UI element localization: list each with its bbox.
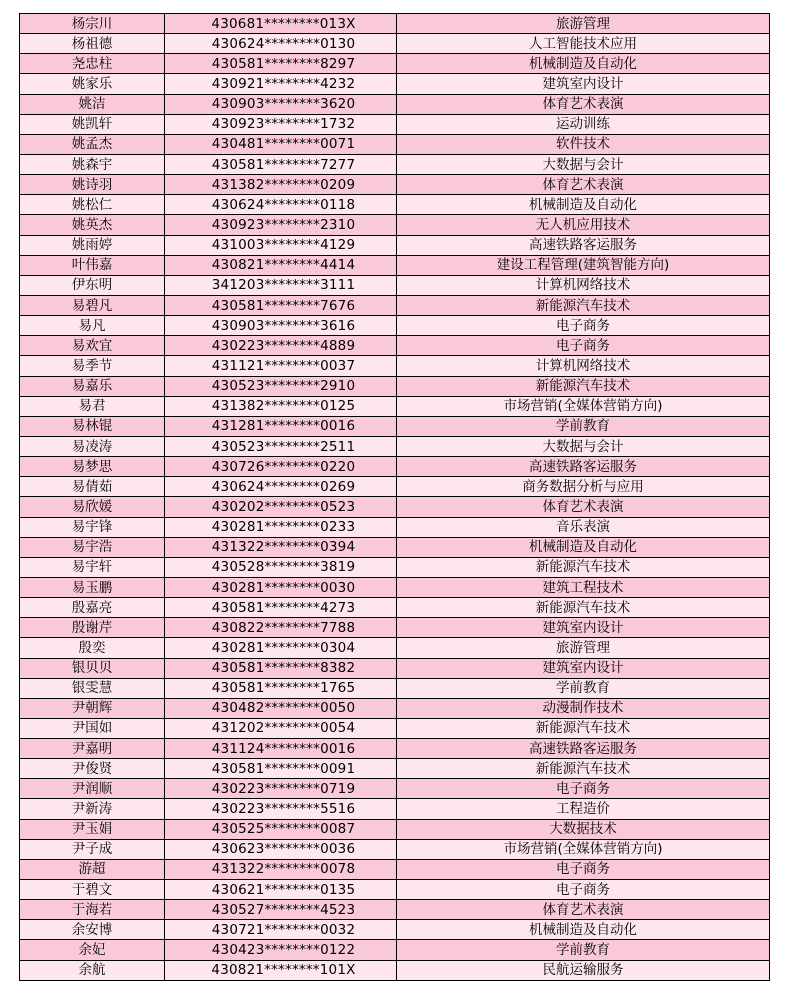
id-number-cell: 430581********4273: [165, 598, 397, 618]
student-name-cell: 易碧凡: [20, 295, 165, 315]
student-name-cell: 易宇浩: [20, 537, 165, 557]
table-row: [20, 497, 770, 517]
student-name-cell: 姚诗羽: [20, 175, 165, 195]
id-number-cell: 430923********1732: [165, 114, 397, 134]
table-row: [20, 900, 770, 920]
student-name-cell: 尹国如: [20, 718, 165, 738]
major-cell: 电子商务: [397, 336, 770, 356]
id-number-cell: 430726********0220: [165, 457, 397, 477]
table-row: [20, 477, 770, 497]
id-number-cell: 430223********5516: [165, 799, 397, 819]
id-number-cell: 430621********0135: [165, 880, 397, 900]
major-cell: 体育艺术表演: [397, 175, 770, 195]
major-cell: 动漫制作技术: [397, 698, 770, 718]
major-cell: 工程造价: [397, 799, 770, 819]
student-name-cell: 银雯慧: [20, 678, 165, 698]
student-name-cell: 姚凯轩: [20, 114, 165, 134]
table-row: [20, 839, 770, 859]
student-name-cell: 殷嘉亮: [20, 598, 165, 618]
id-number-cell: 430581********1765: [165, 678, 397, 698]
student-name-cell: 易宇轩: [20, 557, 165, 577]
table-row: [20, 618, 770, 638]
table-row: [20, 215, 770, 235]
student-name-cell: 姚森宇: [20, 154, 165, 174]
id-number-cell: 430202********0523: [165, 497, 397, 517]
major-cell: 市场营销(全媒体营销方向): [397, 396, 770, 416]
id-number-cell: 431124********0016: [165, 739, 397, 759]
major-cell: 软件技术: [397, 134, 770, 154]
major-cell: 旅游管理: [397, 14, 770, 34]
id-number-cell: 431382********0209: [165, 175, 397, 195]
table-row: [20, 638, 770, 658]
table-row: [20, 457, 770, 477]
major-cell: 民航运输服务: [397, 960, 770, 980]
major-cell: 电子商务: [397, 880, 770, 900]
table-row: [20, 94, 770, 114]
table-row: [20, 537, 770, 557]
id-number-cell: 430821********101X: [165, 960, 397, 980]
major-cell: 无人机应用技术: [397, 215, 770, 235]
id-number-cell: 430281********0030: [165, 577, 397, 597]
major-cell: 新能源汽车技术: [397, 598, 770, 618]
major-cell: 建筑室内设计: [397, 74, 770, 94]
major-cell: 机械制造及自动化: [397, 537, 770, 557]
student-name-cell: 余妃: [20, 940, 165, 960]
table-row: [20, 14, 770, 34]
major-cell: 大数据与会计: [397, 154, 770, 174]
table-row: [20, 759, 770, 779]
table-row: [20, 658, 770, 678]
table-row: [20, 336, 770, 356]
major-cell: 新能源汽车技术: [397, 718, 770, 738]
student-name-cell: 游超: [20, 859, 165, 879]
table-row: [20, 960, 770, 980]
major-cell: 高速铁路客运服务: [397, 739, 770, 759]
table-row: [20, 678, 770, 698]
table-row: [20, 598, 770, 618]
id-number-cell: 430581********7676: [165, 295, 397, 315]
student-name-cell: 易凌涛: [20, 436, 165, 456]
table-row: [20, 557, 770, 577]
id-number-cell: 430903********3620: [165, 94, 397, 114]
id-number-cell: 430523********2910: [165, 376, 397, 396]
student-name-cell: 尹俊贤: [20, 759, 165, 779]
major-cell: 商务数据分析与应用: [397, 477, 770, 497]
student-name-cell: 于碧文: [20, 880, 165, 900]
table-row: [20, 940, 770, 960]
table-row: [20, 275, 770, 295]
table-row: [20, 74, 770, 94]
id-number-cell: 430281********0304: [165, 638, 397, 658]
major-cell: 人工智能技术应用: [397, 34, 770, 54]
id-number-cell: 430223********4889: [165, 336, 397, 356]
student-name-cell: 姚洁: [20, 94, 165, 114]
major-cell: 电子商务: [397, 859, 770, 879]
id-number-cell: 430581********8382: [165, 658, 397, 678]
major-cell: 新能源汽车技术: [397, 557, 770, 577]
table-row: [20, 195, 770, 215]
major-cell: 学前教育: [397, 678, 770, 698]
major-cell: 运动训练: [397, 114, 770, 134]
id-number-cell: 430623********0036: [165, 839, 397, 859]
major-cell: 大数据与会计: [397, 436, 770, 456]
table-row: [20, 819, 770, 839]
id-number-cell: 430821********4414: [165, 255, 397, 275]
student-name-cell: 易玉鹏: [20, 577, 165, 597]
id-number-cell: 430581********0091: [165, 759, 397, 779]
id-number-cell: 431121********0037: [165, 356, 397, 376]
table-row: [20, 114, 770, 134]
major-cell: 音乐表演: [397, 517, 770, 537]
id-number-cell: 430721********0032: [165, 920, 397, 940]
student-name-cell: 伊东明: [20, 275, 165, 295]
major-cell: 计算机网络技术: [397, 356, 770, 376]
student-name-cell: 易君: [20, 396, 165, 416]
student-name-cell: 易梦思: [20, 457, 165, 477]
table-row: [20, 859, 770, 879]
student-name-cell: 易嘉乐: [20, 376, 165, 396]
table-row: [20, 316, 770, 336]
student-name-cell: 余航: [20, 960, 165, 980]
student-name-cell: 殷奕: [20, 638, 165, 658]
student-name-cell: 姚松仁: [20, 195, 165, 215]
table-row: [20, 175, 770, 195]
id-number-cell: 431322********0394: [165, 537, 397, 557]
id-number-cell: 431281********0016: [165, 416, 397, 436]
student-name-cell: 易凡: [20, 316, 165, 336]
table-row: [20, 577, 770, 597]
student-name-cell: 姚英杰: [20, 215, 165, 235]
id-number-cell: 431322********0078: [165, 859, 397, 879]
student-name-cell: 尧忠柱: [20, 54, 165, 74]
student-name-cell: 叶伟嘉: [20, 255, 165, 275]
id-number-cell: 341203********3111: [165, 275, 397, 295]
table-row: [20, 416, 770, 436]
student-name-cell: 姚孟杰: [20, 134, 165, 154]
table-row: [20, 739, 770, 759]
id-number-cell: 430223********0719: [165, 779, 397, 799]
major-cell: 高速铁路客运服务: [397, 457, 770, 477]
major-cell: 建筑室内设计: [397, 658, 770, 678]
id-number-cell: 430528********3819: [165, 557, 397, 577]
student-name-cell: 杨祖德: [20, 34, 165, 54]
id-number-cell: 431003********4129: [165, 235, 397, 255]
student-name-cell: 银贝贝: [20, 658, 165, 678]
table-row: [20, 698, 770, 718]
table-row: [20, 779, 770, 799]
id-number-cell: 430624********0118: [165, 195, 397, 215]
student-name-cell: 尹子成: [20, 839, 165, 859]
student-name-cell: 尹新涛: [20, 799, 165, 819]
table-row: [20, 396, 770, 416]
student-name-cell: 于海若: [20, 900, 165, 920]
roster-sheet: [19, 13, 769, 981]
id-number-cell: 430681********013X: [165, 14, 397, 34]
student-name-cell: 杨宗川: [20, 14, 165, 34]
table-row: [20, 235, 770, 255]
table-row: [20, 799, 770, 819]
id-number-cell: 430525********0087: [165, 819, 397, 839]
major-cell: 电子商务: [397, 316, 770, 336]
id-number-cell: 430624********0269: [165, 477, 397, 497]
major-cell: 体育艺术表演: [397, 900, 770, 920]
student-name-cell: 余安博: [20, 920, 165, 940]
student-table-body: [20, 14, 770, 981]
student-name-cell: 殷谢芹: [20, 618, 165, 638]
major-cell: 新能源汽车技术: [397, 759, 770, 779]
major-cell: 新能源汽车技术: [397, 376, 770, 396]
id-number-cell: 430281********0233: [165, 517, 397, 537]
table-row: [20, 376, 770, 396]
table-row: [20, 255, 770, 275]
table-row: [20, 436, 770, 456]
id-number-cell: 430822********7788: [165, 618, 397, 638]
major-cell: 学前教育: [397, 940, 770, 960]
id-number-cell: 430624********0130: [165, 34, 397, 54]
table-row: [20, 34, 770, 54]
table-row: [20, 356, 770, 376]
major-cell: 机械制造及自动化: [397, 920, 770, 940]
major-cell: 高速铁路客运服务: [397, 235, 770, 255]
table-row: [20, 920, 770, 940]
table-row: [20, 54, 770, 74]
major-cell: 机械制造及自动化: [397, 54, 770, 74]
major-cell: 机械制造及自动化: [397, 195, 770, 215]
id-number-cell: 430921********4232: [165, 74, 397, 94]
major-cell: 体育艺术表演: [397, 94, 770, 114]
student-name-cell: 易宇锋: [20, 517, 165, 537]
major-cell: 旅游管理: [397, 638, 770, 658]
major-cell: 学前教育: [397, 416, 770, 436]
id-number-cell: 430923********2310: [165, 215, 397, 235]
major-cell: 大数据技术: [397, 819, 770, 839]
student-name-cell: 尹嘉明: [20, 739, 165, 759]
major-cell: 计算机网络技术: [397, 275, 770, 295]
id-number-cell: 430581********8297: [165, 54, 397, 74]
table-row: [20, 295, 770, 315]
id-number-cell: 430581********7277: [165, 154, 397, 174]
id-number-cell: 430423********0122: [165, 940, 397, 960]
major-cell: 市场营销(全媒体营销方向): [397, 839, 770, 859]
major-cell: 体育艺术表演: [397, 497, 770, 517]
id-number-cell: 430523********2511: [165, 436, 397, 456]
student-name-cell: 姚雨婷: [20, 235, 165, 255]
student-name-cell: 易欣媛: [20, 497, 165, 517]
student-name-cell: 易季节: [20, 356, 165, 376]
student-name-cell: 易林锟: [20, 416, 165, 436]
major-cell: 电子商务: [397, 779, 770, 799]
id-number-cell: 431382********0125: [165, 396, 397, 416]
major-cell: 建设工程管理(建筑智能方向): [397, 255, 770, 275]
id-number-cell: 430481********0071: [165, 134, 397, 154]
table-row: [20, 718, 770, 738]
student-name-cell: 易倩茹: [20, 477, 165, 497]
table-row: [20, 154, 770, 174]
id-number-cell: 430527********4523: [165, 900, 397, 920]
major-cell: 建筑室内设计: [397, 618, 770, 638]
student-name-cell: 姚家乐: [20, 74, 165, 94]
major-cell: 建筑工程技术: [397, 577, 770, 597]
id-number-cell: 430903********3616: [165, 316, 397, 336]
id-number-cell: 430482********0050: [165, 698, 397, 718]
student-name-cell: 尹润顺: [20, 779, 165, 799]
table-row: [20, 517, 770, 537]
student-name-cell: 易欢宜: [20, 336, 165, 356]
table-row: [20, 134, 770, 154]
table-row: [20, 880, 770, 900]
student-name-cell: 尹玉娟: [20, 819, 165, 839]
id-number-cell: 431202********0054: [165, 718, 397, 738]
student-table: [19, 13, 770, 981]
student-name-cell: 尹朝辉: [20, 698, 165, 718]
major-cell: 新能源汽车技术: [397, 295, 770, 315]
